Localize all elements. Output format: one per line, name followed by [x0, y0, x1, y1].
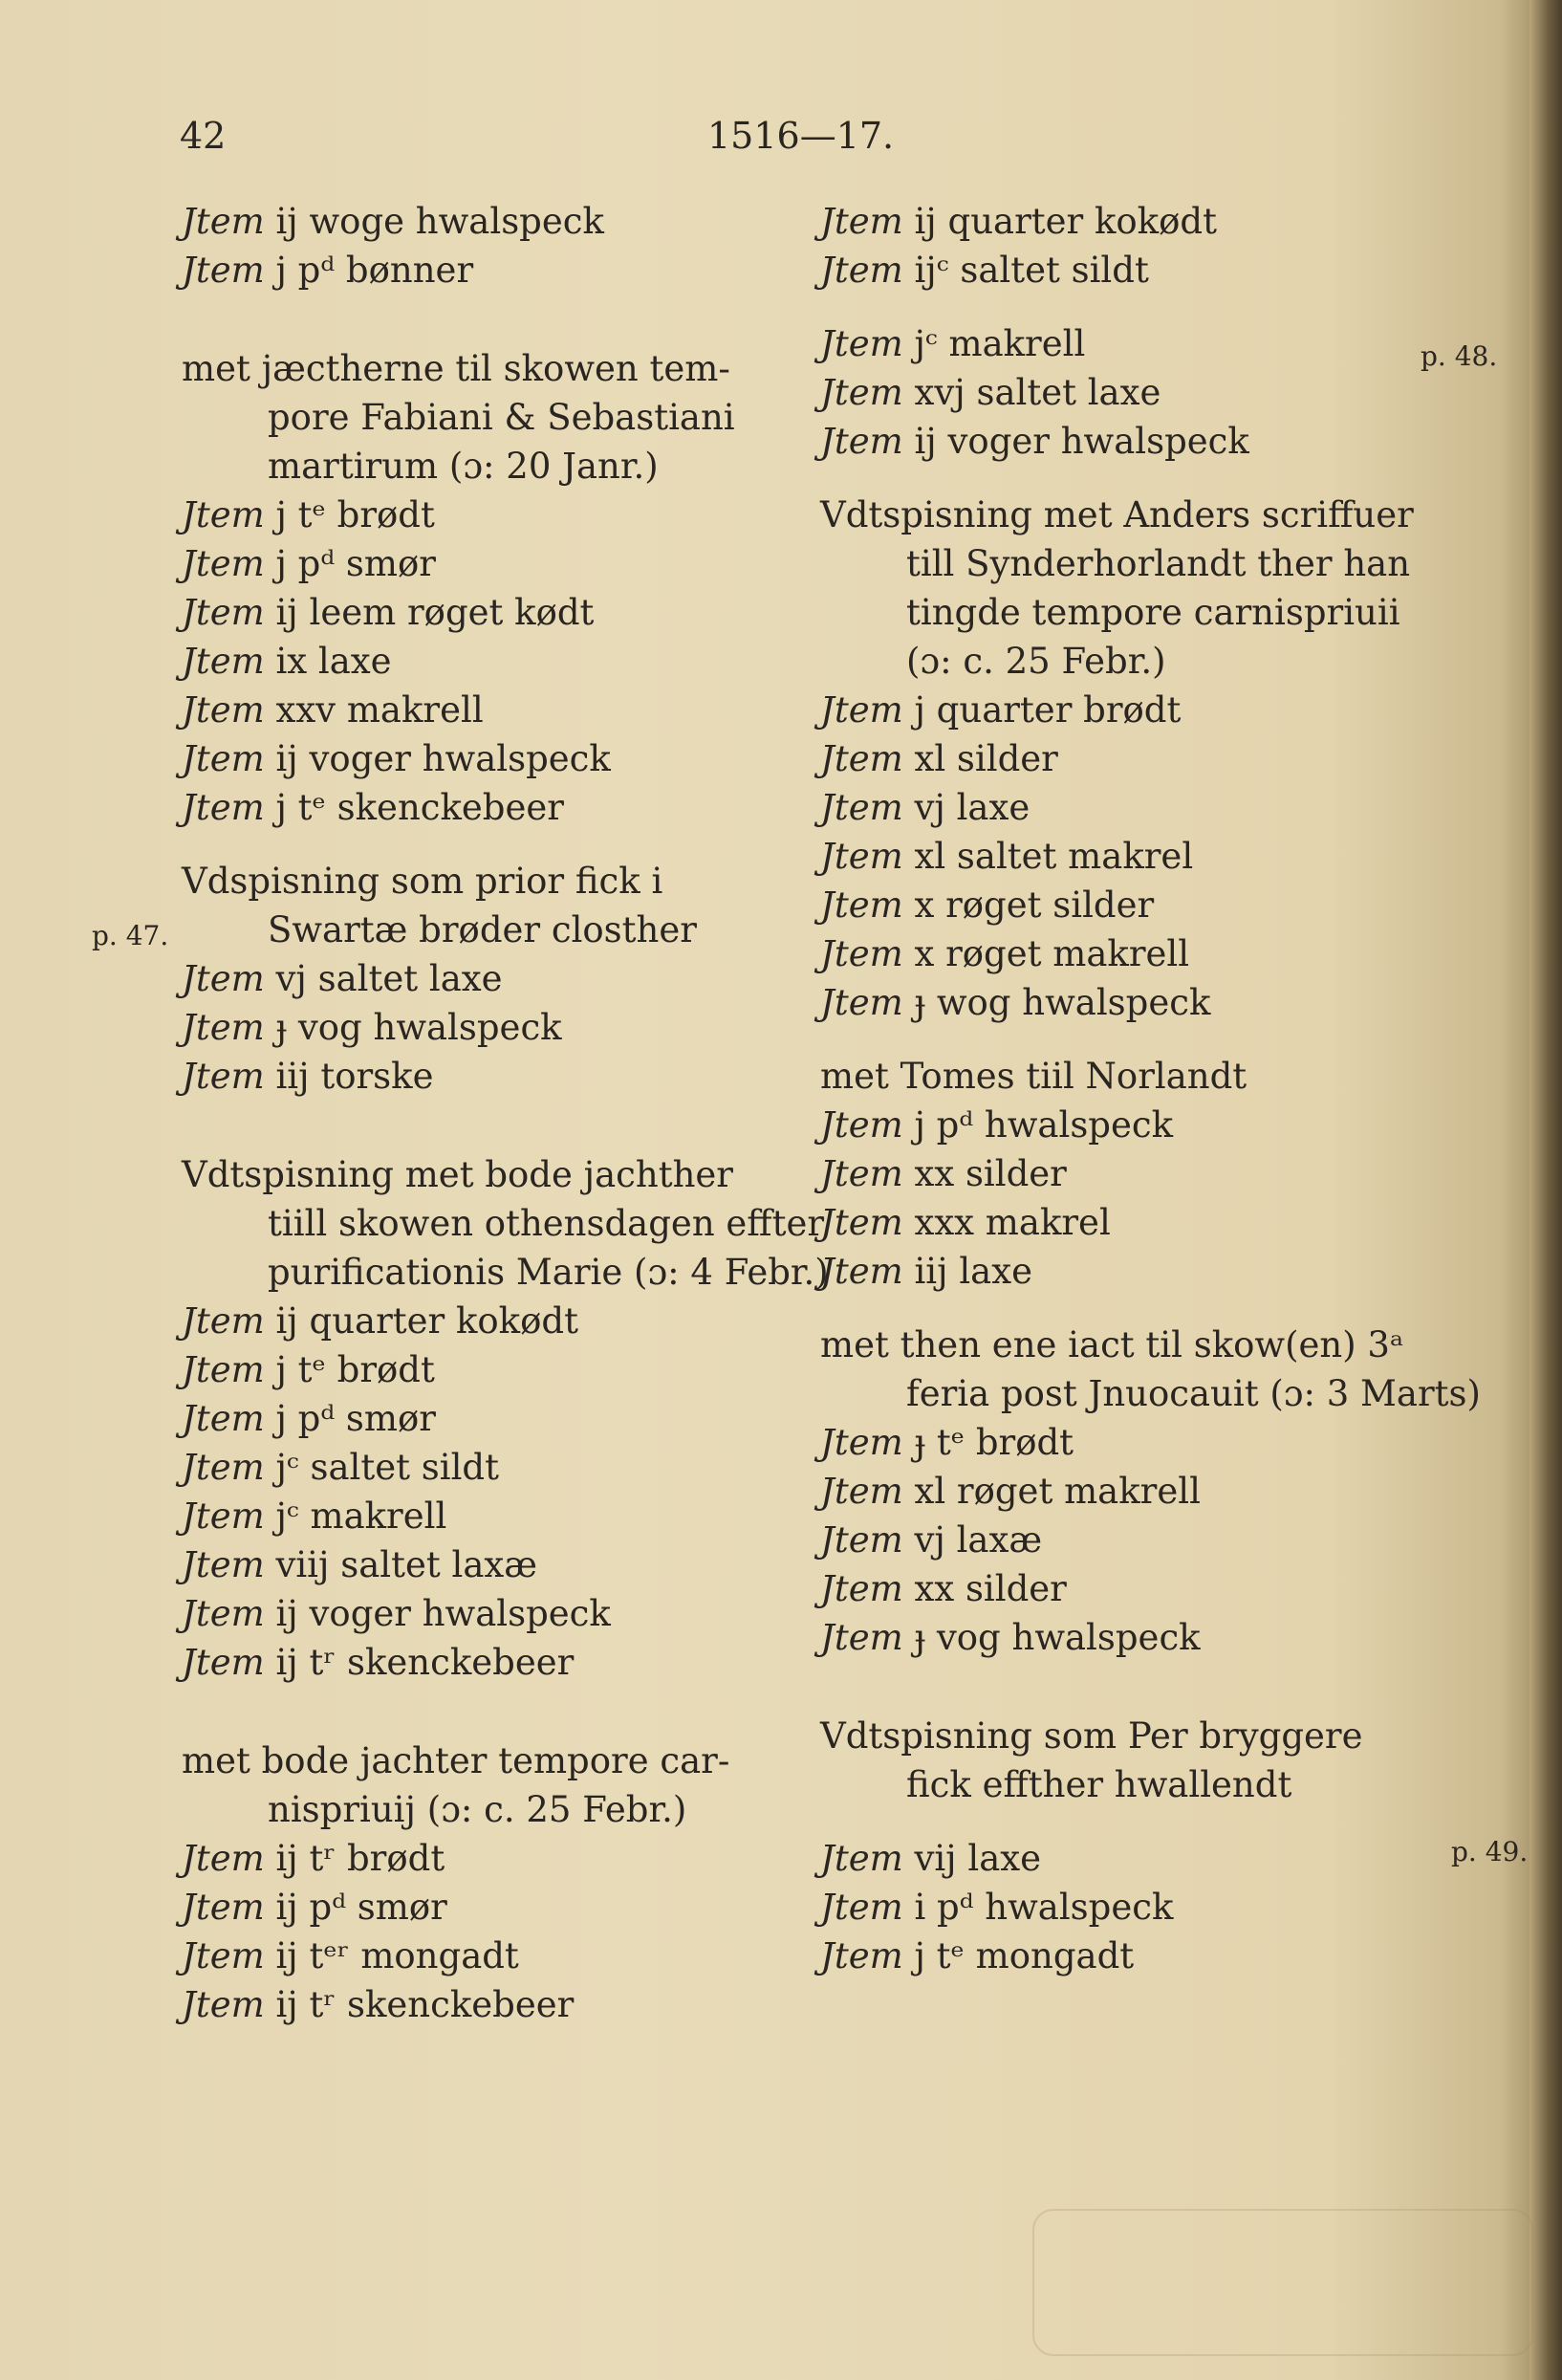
entry-text: ɟ vog hwalspeck	[264, 1007, 562, 1048]
entry-text: ij tᵉʳ mongadt	[264, 1935, 519, 1976]
entry-line	[182, 1297, 793, 1345]
item-word: Jtem	[820, 689, 903, 731]
entry-text: xl silder	[902, 738, 1058, 779]
entry-text: ij voger hwalspeck	[264, 1593, 611, 1634]
entry-line	[820, 1247, 1432, 1296]
heading-line: Vdtspisning met Anders scriffuer	[820, 494, 1414, 535]
entry-line	[182, 1932, 793, 1980]
item-word: Jtem	[820, 1422, 903, 1463]
entry-line	[182, 1052, 793, 1101]
entry-line	[820, 978, 1432, 1027]
heading-line: martirum (ɔ: 20 Janr.)	[268, 446, 659, 487]
item-word: Jtem	[820, 933, 903, 974]
section-heading	[820, 1052, 1432, 1101]
item-word: Jtem	[182, 250, 265, 291]
section-heading	[182, 1736, 793, 1834]
entry-line	[820, 1101, 1432, 1149]
item-word: Jtem	[820, 323, 903, 364]
spacer	[820, 1296, 1432, 1321]
entry-text: viij saltet laxæ	[264, 1544, 538, 1585]
entry-text: ij woge hwalspeck	[264, 201, 604, 242]
entry-text: ix laxe	[264, 641, 392, 682]
entry-line	[182, 1834, 793, 1883]
entry-text: ij voger hwalspeck	[264, 738, 611, 779]
entry-line	[820, 881, 1432, 929]
item-word: Jtem	[820, 1617, 903, 1658]
entry-line	[820, 832, 1432, 881]
entry-line	[182, 1883, 793, 1932]
heading-line: Vdspisning som prior fick i	[182, 861, 663, 902]
entry-text: x røget makrell	[902, 933, 1190, 974]
entry-line	[820, 1467, 1432, 1516]
entry-line	[182, 1540, 793, 1589]
entry-line	[182, 1980, 793, 2029]
item-word: Jtem	[820, 1202, 903, 1243]
spacer	[820, 1809, 1432, 1834]
entry-text: j pᵈ bønner	[264, 250, 474, 291]
entry-line	[820, 1149, 1432, 1198]
entry-text: xvj saltet laxe	[902, 372, 1161, 413]
item-word: Jtem	[182, 543, 265, 584]
spacer	[820, 466, 1432, 491]
heading-line: tingde tempore carnispriuii	[906, 592, 1400, 633]
entry-text: jᶜ saltet sildt	[264, 1447, 499, 1488]
heading-line: till Synderhorlandt ther han	[906, 543, 1411, 584]
heading-line: met bode jachter tempore car-	[182, 1740, 730, 1781]
heading-line: nispriuij (ɔ: c. 25 Febr.)	[268, 1789, 687, 1830]
item-word: Jtem	[820, 738, 903, 779]
item-word: Jtem	[182, 201, 265, 242]
section-heading	[820, 1712, 1432, 1809]
heading-line: met then ene iact til skow(en) 3ᵃ	[820, 1324, 1404, 1365]
entry-line	[820, 1932, 1432, 1980]
entry-text: ij tʳ skenckebeer	[264, 1642, 575, 1683]
entry-text: j pᵈ smør	[264, 543, 436, 584]
item-word: Jtem	[820, 1471, 903, 1512]
item-word: Jtem	[182, 1887, 265, 1928]
item-word: Jtem	[182, 1447, 265, 1488]
item-word: Jtem	[820, 1153, 903, 1194]
margin-note-p48: p. 48.	[1421, 340, 1498, 372]
paper-stain	[1032, 2209, 1533, 2356]
spacer	[182, 1101, 793, 1150]
item-word: Jtem	[182, 1838, 265, 1879]
heading-line: met Tomes tiil Norlandt	[820, 1056, 1247, 1097]
spacer	[820, 1027, 1432, 1052]
spacer	[182, 295, 793, 344]
item-word: Jtem	[820, 1887, 903, 1928]
heading-line: Vdtspisning som Per bryggere	[820, 1715, 1363, 1757]
entry-line	[820, 686, 1432, 734]
item-word: Jtem	[182, 738, 265, 779]
item-word: Jtem	[820, 372, 903, 413]
margin-note-p47: p. 47.	[92, 920, 169, 951]
entry-line	[820, 783, 1432, 832]
entry-text: ij quarter kokødt	[902, 201, 1217, 242]
entry-text: vij laxe	[902, 1838, 1042, 1879]
entry-text: j tᵉ brødt	[264, 1349, 435, 1390]
left-column	[182, 197, 829, 2029]
entry-text: ij tʳ brødt	[264, 1838, 445, 1879]
heading-line: feria post Jnuocauit (ɔ: 3 Marts)	[906, 1373, 1481, 1414]
entry-text: vj laxæ	[902, 1519, 1043, 1561]
heading-line: Swartæ brøder closther	[268, 909, 697, 950]
entry-line	[820, 1198, 1432, 1247]
spacer	[182, 1687, 793, 1736]
entry-line	[182, 539, 793, 588]
spacer	[182, 832, 793, 857]
heading-line: Vdtspisning met bode jachther	[182, 1154, 733, 1195]
entry-text: vj laxe	[902, 787, 1030, 828]
item-word: Jtem	[820, 421, 903, 462]
entry-text: iij torske	[264, 1056, 434, 1097]
section-heading	[182, 344, 793, 491]
item-word: Jtem	[182, 1496, 265, 1537]
entry-line	[820, 246, 1432, 295]
item-word: Jtem	[820, 250, 903, 291]
entry-line	[182, 197, 793, 246]
item-word: Jtem	[182, 1056, 265, 1097]
entry-text: j quarter brødt	[902, 689, 1182, 731]
entry-line	[182, 1443, 793, 1492]
page-number: 42	[180, 115, 227, 157]
item-word: Jtem	[820, 787, 903, 828]
item-word: Jtem	[182, 1935, 265, 1976]
entry-line	[820, 1613, 1432, 1662]
entry-text: j pᵈ smør	[264, 1398, 436, 1439]
entry-line	[182, 1394, 793, 1443]
item-word: Jtem	[182, 1349, 265, 1390]
entry-text: xx silder	[902, 1153, 1067, 1194]
entry-line	[182, 1589, 793, 1638]
entry-text: ɟ wog hwalspeck	[902, 982, 1211, 1023]
entry-line	[182, 491, 793, 539]
item-word: Jtem	[820, 1251, 903, 1292]
entry-line	[820, 929, 1432, 978]
item-word: Jtem	[182, 1007, 265, 1048]
entry-text: xl røget makrell	[902, 1471, 1201, 1512]
entry-text: ij quarter kokødt	[264, 1300, 578, 1342]
entry-line	[182, 783, 793, 832]
entry-line	[182, 637, 793, 686]
item-word: Jtem	[820, 836, 903, 877]
entry-text: ij pᵈ smør	[264, 1887, 447, 1928]
entry-line	[182, 588, 793, 637]
section-heading	[182, 1150, 829, 1297]
entry-line	[820, 1834, 1432, 1883]
entry-text: j tᵉ mongadt	[902, 1935, 1135, 1976]
item-word: Jtem	[182, 1642, 265, 1683]
heading-line: tiill skowen othensdagen effter	[268, 1203, 825, 1244]
item-word: Jtem	[182, 494, 265, 535]
entry-text: xx silder	[902, 1568, 1067, 1609]
entry-line	[820, 368, 1432, 417]
entry-text: xxv makrell	[264, 689, 484, 731]
heading-line: purificationis Marie (ɔ: 4 Febr.)	[268, 1252, 829, 1293]
entry-text: jᶜ makrell	[264, 1496, 447, 1537]
spacer	[820, 1662, 1432, 1712]
item-word: Jtem	[182, 1593, 265, 1634]
entry-line	[182, 1492, 793, 1540]
heading-line: pore Fabiani & Sebastiani	[268, 397, 735, 438]
item-word: Jtem	[182, 1544, 265, 1585]
entry-line	[182, 1003, 793, 1052]
entry-line	[820, 1883, 1432, 1932]
book-spine	[1529, 0, 1562, 2380]
entry-text: xxx makrel	[902, 1202, 1111, 1243]
entry-text: jᶜ makrell	[902, 323, 1086, 364]
item-word: Jtem	[820, 1935, 903, 1976]
item-word: Jtem	[182, 1398, 265, 1439]
entry-line	[820, 197, 1432, 246]
entry-text: j tᵉ brødt	[264, 494, 435, 535]
section-heading	[182, 857, 793, 954]
heading-line: fick effther hwallendt	[906, 1764, 1292, 1805]
item-word: Jtem	[820, 1519, 903, 1561]
entry-text: x røget silder	[902, 884, 1155, 926]
item-word: Jtem	[182, 641, 265, 682]
entry-line	[820, 1418, 1432, 1467]
entry-text: iij laxe	[902, 1251, 1033, 1292]
entry-line	[182, 1638, 793, 1687]
item-word: Jtem	[820, 884, 903, 926]
item-word: Jtem	[182, 787, 265, 828]
entry-line	[182, 246, 793, 295]
entry-text: ɟ vog hwalspeck	[902, 1617, 1201, 1658]
entry-line	[182, 686, 793, 734]
section-heading	[820, 491, 1432, 686]
item-word: Jtem	[182, 1984, 265, 2025]
entry-text: xl saltet makrel	[902, 836, 1194, 877]
item-word: Jtem	[182, 1300, 265, 1342]
entry-line	[182, 954, 793, 1003]
item-word: Jtem	[820, 1838, 903, 1879]
item-word: Jtem	[182, 689, 265, 731]
item-word: Jtem	[182, 958, 265, 999]
entry-text: ij tʳ skenckebeer	[264, 1984, 575, 2025]
entry-line	[820, 417, 1432, 466]
running-head-years: 1516—17.	[707, 115, 895, 157]
entry-text: j pᵈ hwalspeck	[902, 1104, 1174, 1146]
item-word: Jtem	[182, 592, 265, 633]
item-word: Jtem	[820, 982, 903, 1023]
entry-line	[182, 1345, 793, 1394]
entry-text: ɟ tᵉ brødt	[902, 1422, 1074, 1463]
entry-line	[820, 1516, 1432, 1564]
entry-text: vj saltet laxe	[264, 958, 503, 999]
spacer	[820, 295, 1432, 319]
item-word: Jtem	[820, 201, 903, 242]
entry-text: ij leem røget kødt	[264, 592, 595, 633]
entry-text: ijᶜ saltet sildt	[902, 250, 1149, 291]
item-word: Jtem	[820, 1104, 903, 1146]
item-word: Jtem	[820, 1568, 903, 1609]
margin-note-p49: p. 49.	[1451, 1836, 1529, 1867]
entry-line	[820, 734, 1432, 783]
entry-line	[820, 319, 1432, 368]
entry-text: i pᵈ hwalspeck	[902, 1887, 1174, 1928]
heading-line: met jæctherne til skowen tem-	[182, 348, 730, 389]
entry-text: ij voger hwalspeck	[902, 421, 1249, 462]
entry-line	[820, 1564, 1432, 1613]
entry-text: j tᵉ skenckebeer	[264, 787, 564, 828]
heading-line: (ɔ: c. 25 Febr.)	[906, 641, 1166, 682]
entry-line	[182, 734, 793, 783]
section-heading	[820, 1321, 1481, 1418]
